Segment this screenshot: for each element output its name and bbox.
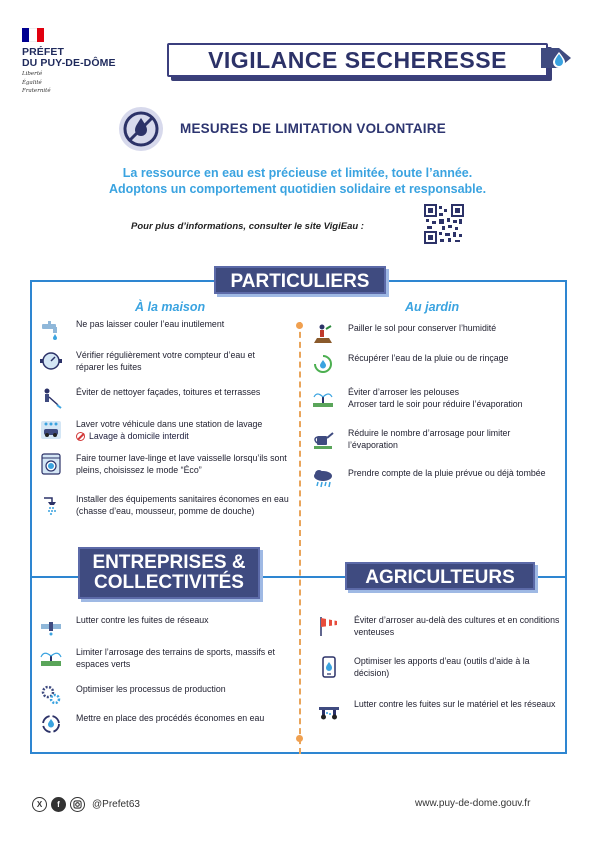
irrigation-icon (318, 699, 340, 721)
motto-1: Liberté (22, 71, 43, 77)
item-text: Installer des équipements sanitaires économes en eau (chasse d’eau, mousseur, pomme de douche) (76, 494, 289, 516)
website-link[interactable]: www.puy-de-dome.gouv.fr (415, 798, 531, 809)
tap-icon (40, 319, 62, 341)
motto-2: Égalité (22, 79, 42, 86)
list-item (312, 322, 562, 345)
list-item (312, 386, 567, 410)
item-text: Récupérer l’eau de la pluie ou de rinçage (348, 353, 509, 363)
rain-cloud-icon (312, 468, 334, 490)
instagram-icon[interactable] (70, 797, 85, 812)
water-meter-icon (40, 350, 62, 372)
social-handle[interactable]: @Prefet63 (92, 799, 140, 810)
no-water-icon (118, 106, 164, 152)
logo-line-2: DU PUY-DE-DÔME (22, 57, 116, 69)
list-item (312, 427, 562, 451)
prefecture-logo (22, 28, 142, 95)
qr-code-icon[interactable] (424, 204, 464, 244)
item-text: Laver votre véhicule dans une station de lavage (76, 419, 263, 429)
list-item (318, 655, 563, 679)
item-text: Optimiser les processus de production (76, 684, 226, 694)
sports-field-icon (40, 647, 62, 669)
process-gears-icon (40, 684, 62, 706)
item-text: Optimiser les apports d’eau (outils d’aide à la décision) (354, 656, 530, 678)
list-item (40, 318, 280, 341)
subtitle: MESURES DE LIMITATION VOLONTAIRE (180, 121, 446, 136)
item-text: Vérifier régulièrement votre compteur d’eau et réparer les fuites (76, 350, 255, 372)
list-item (318, 614, 563, 638)
list-item (40, 349, 285, 373)
item-text: Ne pas laisser couler l’eau inutilement (76, 319, 225, 329)
maison-title: À la maison (135, 300, 206, 314)
water-drop-tag-icon (541, 44, 575, 72)
list-item (40, 452, 295, 476)
item-text: Limiter l’arrosage des terrains de sports, massifs et espaces verts (76, 647, 275, 669)
x-icon[interactable]: X (32, 797, 47, 812)
more-info-text: Pour plus d’informations, consulter le site VigiEau : (131, 221, 364, 232)
list-item (40, 418, 300, 442)
particuliers-banner: PARTICULIERS (214, 266, 386, 294)
list-item (40, 386, 290, 409)
pressure-washer-icon (40, 387, 62, 409)
entreprises-banner (78, 547, 260, 599)
item-text: Prendre compte de la pluie prévue ou déjà tombée (348, 468, 546, 478)
jardin-title: Au jardin (405, 300, 460, 314)
list-item (312, 467, 562, 490)
prohibited-text: Lavage à domicile interdit (89, 431, 189, 441)
list-item (40, 493, 295, 517)
motto-3: Fraternité (22, 88, 51, 94)
pipe-leak-icon (40, 615, 62, 637)
shower-icon (40, 494, 62, 516)
mulching-icon (312, 323, 334, 345)
car-wash-icon (40, 419, 62, 441)
logo-line-1: PRÉFET (22, 46, 65, 58)
smartphone-icon (318, 656, 340, 678)
item-text: Éviter d’arroser au-delà des cultures et en conditions venteuses (354, 615, 560, 637)
sprinkler-icon (312, 387, 334, 409)
list-item (318, 698, 563, 721)
recycle-drop-icon (40, 713, 62, 735)
entreprises-title-2: COLLECTIVITÉS (94, 571, 244, 593)
item-text: Éviter d’arroser les pelouses (348, 387, 459, 397)
item-subtext (76, 430, 262, 442)
item-text: Mettre en place des procédés économes en eau (76, 713, 265, 723)
item-text: Faire tourner lave-linge et lave vaisselle lorsqu’ils sont pleins, choisissez le mode “Éco” (76, 453, 287, 475)
french-flag-icon (22, 28, 44, 42)
agriculteurs-banner: AGRICULTEURS (345, 562, 535, 590)
watering-can-icon (312, 428, 334, 450)
page-title: VIGILANCE SECHERESSE (167, 43, 548, 77)
item-text: Réduire le nombre d’arrosage pour limiter l’évaporation (348, 428, 511, 450)
social-links (32, 797, 140, 812)
list-item (40, 614, 295, 637)
intro-line-2: Adoptons un comportement quotidien solidaire et responsable. (108, 182, 487, 196)
list-item (40, 646, 295, 670)
intro-line-1: La ressource en eau est précieuse et limitée, toute l’année. (122, 166, 473, 180)
entreprises-title-1: ENTREPRISES & (92, 552, 246, 573)
list-item (40, 683, 295, 706)
item-text: Lutter contre les fuites sur le matériel et les réseaux (354, 699, 556, 709)
windsock-icon (318, 615, 340, 637)
facebook-icon[interactable]: f (51, 797, 66, 812)
item-text: Pailler le sol pour conserver l’humidité (348, 323, 497, 333)
column-divider (299, 322, 301, 754)
item-text: Éviter de nettoyer façades, toitures et terrasses (76, 387, 261, 397)
prohibited-icon (76, 432, 85, 441)
rain-recycle-icon (312, 353, 334, 375)
item-text-2: Arroser tard le soir pour réduire l’évaporation (348, 399, 523, 409)
washing-machine-icon (40, 453, 62, 475)
list-item (40, 712, 300, 735)
divider-dot (296, 735, 303, 742)
list-item (312, 352, 562, 375)
divider-dot (296, 322, 303, 329)
item-text: Lutter contre les fuites de réseaux (76, 615, 209, 625)
